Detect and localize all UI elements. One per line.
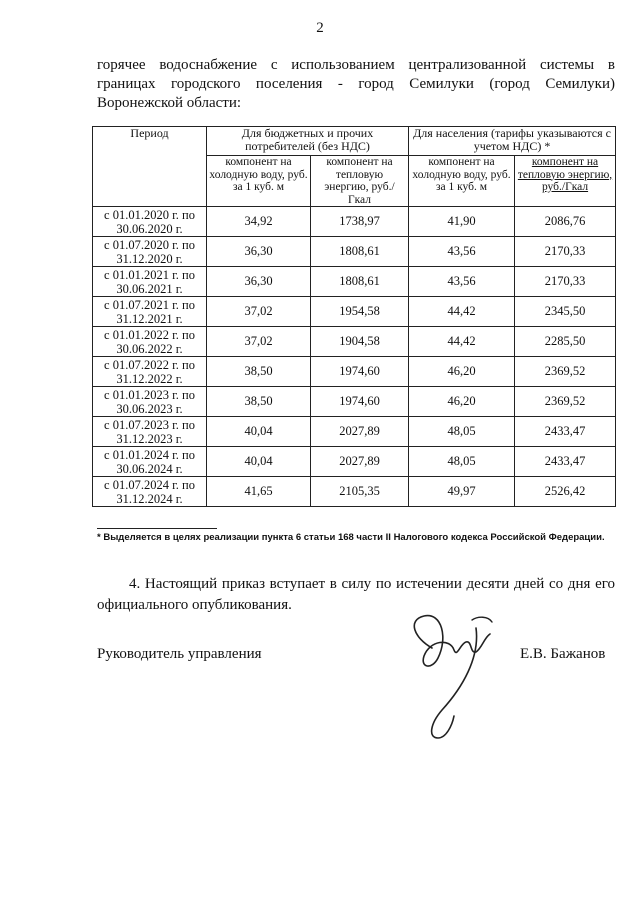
budget-cold-water-value: 40,04 — [207, 447, 311, 477]
period-cell — [93, 477, 207, 507]
population-heat-value: 2345,50 — [515, 297, 616, 327]
budget-cold-water-value: 37,02 — [207, 327, 311, 357]
population-cold-water-value: 48,05 — [409, 447, 515, 477]
budget-cold-water-value: 41,65 — [207, 477, 311, 507]
period-cell — [93, 237, 207, 267]
population-heat-value: 2526,42 — [515, 477, 616, 507]
period-start: с 01.07.2021 г. по — [104, 297, 195, 312]
period-end: 30.06.2022 г. — [116, 341, 183, 356]
population-heat-value: 2170,33 — [515, 267, 616, 297]
period-cell — [93, 267, 207, 297]
table-row — [93, 447, 616, 477]
population-cold-water-value: 43,56 — [409, 237, 515, 267]
budget-group-header: Для бюджетных и прочих потребителей (без НДС) — [207, 127, 409, 156]
footnote-divider — [97, 528, 217, 529]
budget-heat-value: 1808,61 — [311, 267, 409, 297]
footnote: * Выделяется в целях реализации пункта 6 статьи 168 части II Налогового кодекса Российской Федерации. — [97, 532, 605, 543]
budget-cold-water-value: 36,30 — [207, 237, 311, 267]
period-start: с 01.07.2022 г. по — [104, 357, 195, 372]
period-cell — [93, 297, 207, 327]
period-end: 31.12.2020 г. — [116, 251, 183, 266]
intro-paragraph: горячее водоснабжение с использованием централизованной системы в границах городского поселения - город Семилуки (город Семилуки) Воронежской области: — [97, 57, 615, 111]
budget-heat-value: 1904,58 — [311, 327, 409, 357]
period-start: с 01.01.2024 г. по — [104, 447, 195, 462]
signer-name: Е.В. Бажанов — [520, 646, 606, 662]
period-end: 30.06.2024 г. — [116, 461, 183, 476]
budget-heat-value: 1808,61 — [311, 237, 409, 267]
period-cell — [93, 327, 207, 357]
population-heat-value: 2433,47 — [515, 447, 616, 477]
table-row — [93, 207, 616, 237]
budget-cold-water-header: компонент на холодную воду, руб. за 1 куб. м — [207, 156, 311, 207]
period-end: 30.06.2021 г. — [116, 281, 183, 296]
budget-heat-value: 1974,60 — [311, 357, 409, 387]
population-group-header: Для населения (тарифы указываются с учетом НДС) * — [409, 127, 616, 156]
tariff-table-body — [93, 207, 616, 507]
population-cold-water-value: 48,05 — [409, 417, 515, 447]
table-row — [93, 297, 616, 327]
period-end: 31.12.2022 г. — [116, 371, 183, 386]
budget-heat-value: 2105,35 — [311, 477, 409, 507]
period-end: 31.12.2023 г. — [116, 431, 183, 446]
budget-cold-water-value: 38,50 — [207, 357, 311, 387]
table-row — [93, 267, 616, 297]
budget-cold-water-value: 34,92 — [207, 207, 311, 237]
budget-cold-water-value: 37,02 — [207, 297, 311, 327]
population-cold-water-value: 44,42 — [409, 297, 515, 327]
population-heat-header: компонент на тепловую энергию, руб./Гкал — [515, 156, 616, 207]
period-end: 30.06.2020 г. — [116, 221, 183, 236]
table-row — [93, 357, 616, 387]
period-cell — [93, 357, 207, 387]
period-start: с 01.07.2020 г. по — [104, 237, 195, 252]
table-row — [93, 387, 616, 417]
population-cold-water-value: 43,56 — [409, 267, 515, 297]
period-cell — [93, 417, 207, 447]
population-heat-value: 2433,47 — [515, 417, 616, 447]
period-cell — [93, 447, 207, 477]
budget-heat-value: 1738,97 — [311, 207, 409, 237]
population-cold-water-value: 46,20 — [409, 357, 515, 387]
period-cell — [93, 387, 207, 417]
budget-cold-water-value: 40,04 — [207, 417, 311, 447]
table-row — [93, 417, 616, 447]
population-heat-value: 2369,52 — [515, 387, 616, 417]
budget-heat-value: 1954,58 — [311, 297, 409, 327]
population-heat-value: 2285,50 — [515, 327, 616, 357]
period-end: 31.12.2021 г. — [116, 311, 183, 326]
clause-paragraph: 4. Настоящий приказ вступает в силу по истечении десяти дней со дня его официального опубликования. — [97, 576, 615, 613]
period-end: 30.06.2023 г. — [116, 401, 183, 416]
population-cold-water-value: 41,90 — [409, 207, 515, 237]
period-start: с 01.07.2023 г. по — [104, 417, 195, 432]
period-start: с 01.01.2022 г. по — [104, 327, 195, 342]
period-start: с 01.01.2023 г. по — [104, 387, 195, 402]
table-row — [93, 477, 616, 507]
table-row — [93, 327, 616, 357]
period-start: с 01.01.2020 г. по — [104, 207, 195, 222]
budget-cold-water-value: 38,50 — [207, 387, 311, 417]
period-end: 31.12.2024 г. — [116, 491, 183, 506]
handwritten-signature — [402, 598, 512, 748]
population-cold-water-header: компонент на холодную воду, руб. за 1 куб. м — [409, 156, 515, 207]
population-heat-value: 2086,76 — [515, 207, 616, 237]
budget-heat-value: 2027,89 — [311, 447, 409, 477]
signer-title: Руководитель управления — [97, 646, 262, 662]
population-heat-value: 2170,33 — [515, 237, 616, 267]
population-heat-value: 2369,52 — [515, 357, 616, 387]
budget-heat-value: 2027,89 — [311, 417, 409, 447]
budget-cold-water-value: 36,30 — [207, 267, 311, 297]
tariff-table — [92, 126, 616, 507]
population-cold-water-value: 46,20 — [409, 387, 515, 417]
population-cold-water-value: 49,97 — [409, 477, 515, 507]
period-cell — [93, 207, 207, 237]
period-start: с 01.07.2024 г. по — [104, 477, 195, 492]
population-cold-water-value: 44,42 — [409, 327, 515, 357]
page-number: 2 — [316, 20, 324, 36]
budget-heat-value: 1974,60 — [311, 387, 409, 417]
period-start: с 01.01.2021 г. по — [104, 267, 195, 282]
budget-heat-header: компонент на тепловую энергию, руб./Гкал — [311, 156, 409, 207]
period-header: Период — [93, 127, 207, 207]
table-row — [93, 237, 616, 267]
